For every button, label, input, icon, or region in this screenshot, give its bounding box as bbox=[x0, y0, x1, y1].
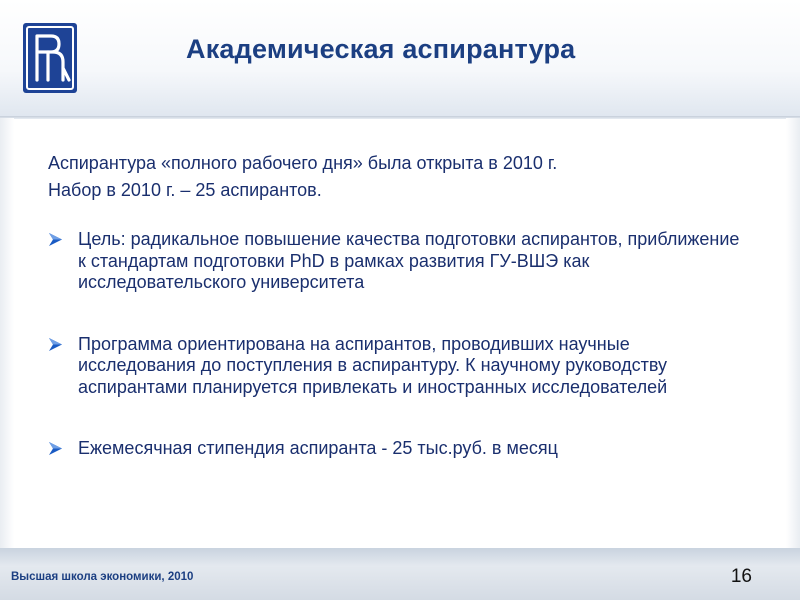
intro-text bbox=[48, 150, 748, 204]
arrow-bullet-icon bbox=[48, 232, 63, 247]
arrow-bullet-icon bbox=[48, 441, 63, 456]
left-border-shade bbox=[0, 118, 14, 548]
footer-label: Высшая школа экономики, 2010 bbox=[11, 571, 194, 583]
bullet-text: Ежемесячная стипендия аспиранта - 25 тыс.руб. в месяц bbox=[78, 438, 558, 458]
bullet-text: Цель: радикальное повышение качества подготовки аспирантов, приближение к стандартам подготовки PhD в рамках развития ГУ-ВШЭ как исследовательского университета bbox=[78, 229, 740, 292]
bullet-item bbox=[48, 229, 748, 294]
right-border-shade bbox=[786, 118, 800, 548]
page-number: 16 bbox=[730, 566, 752, 587]
bullet-text: Программа ориентирована на аспирантов, проводивших научные исследования до поступления в аспирантуру. К научному руководству аспирантами планируется привлекать и иностранных исследователей bbox=[78, 333, 668, 397]
arrow-bullet-icon bbox=[48, 337, 63, 352]
slide-title: Академическая аспирантура bbox=[186, 34, 576, 64]
header-divider bbox=[0, 116, 800, 119]
bullet-item bbox=[48, 334, 748, 399]
bullet-list bbox=[48, 229, 748, 460]
intro-line: Аспирантура «полного рабочего дня» была открыта в 2010 г. bbox=[48, 153, 558, 173]
intro-line: Набор в 2010 г. – 25 аспирантов. bbox=[48, 180, 322, 200]
hse-logo-icon bbox=[22, 22, 78, 94]
bullet-item bbox=[48, 438, 748, 460]
